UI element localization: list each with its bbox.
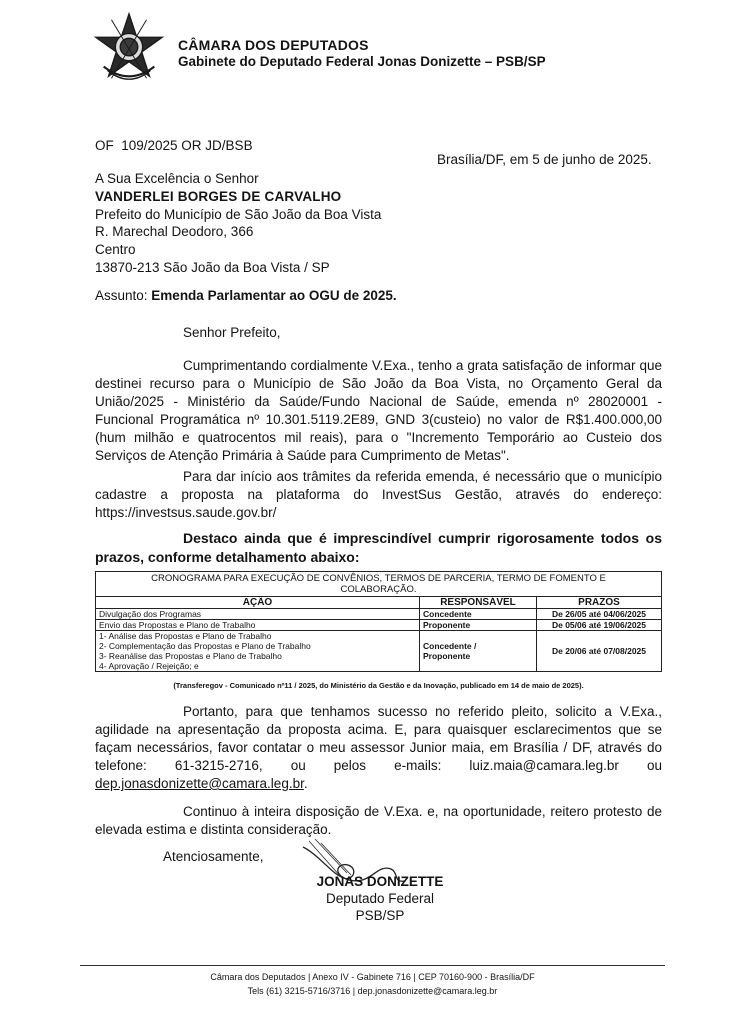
responsavel-line: Concedente / (423, 641, 477, 651)
acao-item: 4- Aprovação / Rejeição; e (99, 661, 199, 671)
contact-text: Portanto, para que tenhamos sucesso no referido pleito, solicito a V.Exa., agilidade na apresentação da proposta acima. E, para quaisquer esclarecimentos que se façam necessários, favor contatar o meu assessor Junior maia, em Brasília / DF, através do telefone: 61-3215-2716, ou pelos e-mails: luiz.maia@camara.leg.br ou (95, 704, 662, 773)
acao-item: 2- Complementação das Propostas e Plano de Trabalho (99, 641, 311, 651)
signer-name: JONAS DONIZETTE (316, 874, 444, 889)
paragraph-contact: Portanto, para que tenhamos sucesso no referido pleito, solicito a V.Exa., agilidade na apresentação da proposta acima. E, para quaisquer esclarecimentos que se façam necessários, favor contatar o meu assessor Junior maia, em Brasília / DF, através do telefone: 61-3215-2716, ou pelos e-mails: luiz.maia@camara.leg.br ou dep.jonasdonizette@camara.leg.br. (95, 704, 662, 791)
address-city: 13870-213 São João da Boa Vista / SP (95, 259, 330, 275)
org-name: CÂMARA DOS DEPUTADOS (178, 37, 369, 53)
acao-item: 1- Análise das Propostas e Plano de Trabalho (99, 631, 272, 641)
salutation: Senhor Prefeito, (183, 325, 281, 340)
table-source-note: (Transferegov - Comunicado nº11 / 2025, do Ministério da Gestão e da Inovação, publicado em 14 de maio de 2025). (173, 681, 584, 690)
office-name: Gabinete do Deputado Federal Jonas Donizette – PSB/SP (178, 54, 546, 69)
table-row (96, 631, 662, 672)
letter-date: Brasília/DF, em 5 de junho de 2025. (437, 152, 652, 167)
cell-responsavel: Concedente (420, 609, 537, 620)
cell-acao: Envio das Propostas e Plano de Trabalho (96, 620, 420, 631)
cell-acao-multi (96, 631, 420, 672)
header-prazos: PRAZOS (537, 597, 662, 609)
address-treatment: A Sua Excelência o Senhor (95, 171, 259, 186)
cell-responsavel: Proponente (420, 620, 537, 631)
signature-block (300, 873, 460, 924)
recipient-name: VANDERLEI BORGES DE CARVALHO (95, 188, 342, 204)
footer-address: Câmara dos Deputados | Anexo IV - Gabinete 716 | CEP 70160-900 - Brasília/DF (210, 972, 535, 982)
signer-party: PSB/SP (355, 908, 405, 923)
reference-number: OF 109/2025 OR JD/BSB (95, 138, 253, 153)
paragraph-deadlines: Destaco ainda que é imprescindível cumprir rigorosamente todos os prazos, conforme detalhamento abaixo: (95, 530, 662, 565)
header-responsavel: RESPONSÁVEL (420, 597, 537, 609)
header-acao: AÇÃO (96, 597, 420, 609)
contact-email-link[interactable]: dep.jonasdonizette@camara.leg.br (95, 776, 304, 791)
cell-responsavel (420, 631, 537, 672)
recipient-address (95, 170, 381, 277)
acao-item: 3- Reanálise das Propostas e Plano de Trabalho (99, 651, 282, 661)
footer-contact: Tels (61) 3215-5716/3716 | dep.jonasdonizette@camara.leg.br (247, 986, 498, 996)
paragraph-registration: Para dar início aos trâmites da referida emenda, é necessário que o município cadastre a proposta na plataforma do InvestSus Gestão, através do endereço: https://investsus.saude.gov.br/ (95, 469, 662, 520)
schedule-table (95, 571, 662, 672)
subject-label: Assunto: (95, 288, 148, 303)
footer-divider (80, 965, 665, 966)
table-row (96, 620, 662, 631)
cell-prazo: De 05/06 até 19/06/2025 (537, 620, 662, 631)
address-street: R. Marechal Deodoro, 366 (95, 224, 254, 240)
signer-title: Deputado Federal (325, 891, 435, 906)
brazil-coat-of-arms-icon (90, 10, 168, 88)
table-row (96, 609, 662, 620)
cell-prazo: De 26/05 até 04/06/2025 (537, 609, 662, 620)
schedule-table-title: CRONOGRAMA PARA EXECUÇÃO DE CONVÊNIOS, TERMOS DE PARCERIA, TERMO DE FOMENTO E COLABORAÇÃO. (96, 572, 662, 597)
subject-text: Emenda Parlamentar ao OGU de 2025. (151, 288, 397, 303)
closing-line: Atenciosamente, (163, 849, 264, 864)
subject-line (95, 288, 397, 303)
address-district: Centro (95, 242, 136, 258)
recipient-role: Prefeito do Município de São João da Boa Vista (95, 206, 382, 222)
schedule-table-header (96, 597, 662, 609)
cell-acao: Divulgação dos Programas (96, 609, 420, 620)
responsavel-line: Proponente (423, 651, 471, 661)
paragraph-closing: Continuo à inteira disposição de V.Exa. e, na oportunidade, reitero protesto de elevada estima e distinta consideração. (95, 804, 662, 837)
cell-prazo: De 20/06 até 07/08/2025 (537, 631, 662, 672)
paragraph-allocation: Cumprimentando cordialmente V.Exa., tenho a grata satisfação de informar que destinei recurso para o Município de São João da Boa Vista, no Orçamento Geral da União/2025 - Ministério da Saúde/Fundo Nacional de Saúde, emenda nº 28020001 - Funcional Programática nº 10.301.5119.2E89, GND 3(custeio) no valor de R$1.400.000,00 (hum milhão e quatrocentos mil reais), para o "Incremento Temporário ao Custeio dos Serviços de Atenção Primária à Saúde para Cumprimento de Metas". (95, 358, 662, 463)
